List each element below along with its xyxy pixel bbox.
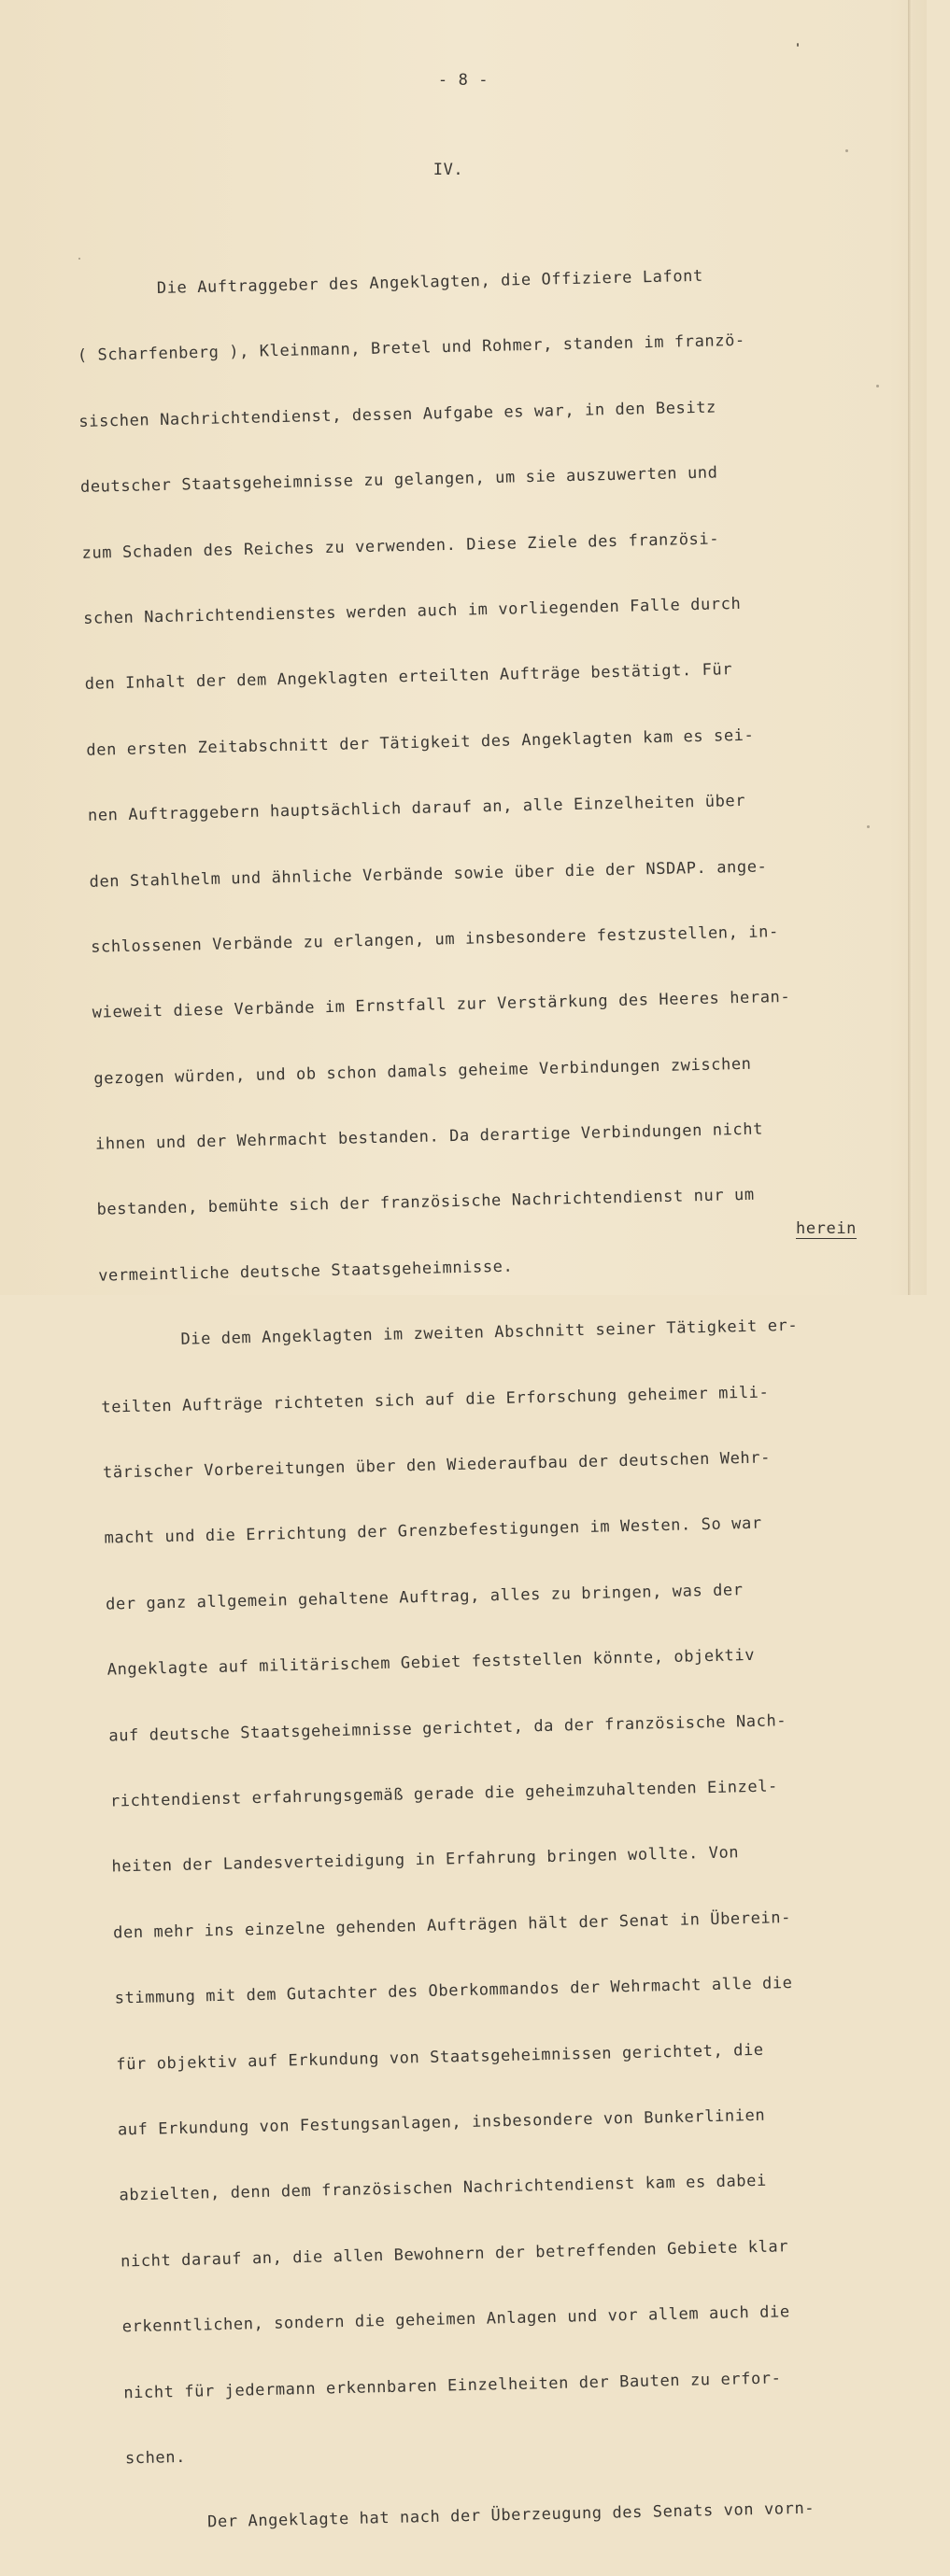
text-line: den Inhalt der dem Angeklagten erteilten Aufträge bestätigt. Für — [84, 660, 733, 695]
text-line: tärischer Vorbereitungen über den Wiederaufbau der deutschen Wehr- — [102, 1448, 772, 1483]
text-line: den mehr ins einzelne gehenden Aufträgen hält der Senat in Überein- — [112, 1907, 792, 1943]
text-line: vermeintliche deutsche Staatsgeheimnisse. — [97, 1257, 514, 1286]
text-line: nicht darauf an, die allen Bewohnern der betreffenden Gebiete klar — [120, 2236, 789, 2272]
text-line: Die Auftraggeber des Angeklagten, die Offiziere Lafont — [76, 266, 704, 300]
catchword: herein — [796, 1219, 858, 1238]
text-line: schen. — [124, 2447, 187, 2469]
text-line: nicht für jedermann erkennbaren Einzelheiten der Bauten zu erfor- — [123, 2368, 782, 2402]
text-line: zum Schaden des Reiches zu verwenden. Diese Ziele des französi- — [81, 528, 720, 563]
section-heading: IV. — [432, 161, 464, 179]
text-line: stimmung mit dem Gutachter des Oberkommandos der Wehrmacht alle die — [114, 1974, 793, 2008]
text-line: bestanden, bemühte sich der französische Nachrichtendienst nur um — [96, 1186, 755, 1220]
text-line: nen Auftraggebern hauptsächlich darauf an, alle Einzelheiten über — [87, 791, 746, 825]
ink-speck — [797, 43, 799, 47]
body-text — [75, 220, 950, 2576]
ink-speck — [845, 149, 848, 152]
text-line: macht und die Errichtung der Grenzbefestigungen im Westen. So war — [104, 1514, 762, 1549]
text-line: schlossenen Verbände zu erlangen, um insbesondere festzustellen, in- — [90, 922, 780, 957]
text-line: ihnen und der Wehrmacht bestanden. Da derartige Verbindungen nicht — [94, 1119, 764, 1154]
text-line: Die dem Angeklagten im zweiten Abschnitt seiner Tätigkeit er- — [99, 1316, 799, 1351]
text-line: teilten Aufträge richteten sich auf die Erforschung geheimer mili- — [101, 1383, 770, 1417]
text-line: Der Angeklagte hat nach der Überzeugung des Senats von vorn- — [126, 2499, 815, 2534]
text-line: schen Nachrichtendienstes werden auch im vorliegenden Falle durch — [83, 594, 742, 628]
text-line: auf Erkundung von Festungsanlagen, insbesondere von Bunkerlinien — [117, 2105, 766, 2140]
text-line: richtendienst erfahrungsgemäß gerade die geheimzuhaltenden Einzel- — [109, 1777, 779, 1811]
text-line: erkenntlichen, sondern die geheimen Anlagen und vor allem auch die — [121, 2302, 790, 2337]
text-line: heiten der Landesverteidigung in Erfahrung bringen wollte. Von — [111, 1843, 740, 1877]
text-line: gezogen würden, und ob schon damals geheime Verbindungen zwischen — [93, 1054, 752, 1089]
text-line: abzielten, denn dem französischen Nachrichtendienst kam es dabei — [119, 2172, 768, 2205]
text-line: für objektiv auf Erkundung von Staatsgeheimnissen gerichtet, die — [116, 2040, 764, 2075]
text-line: der ganz allgemein gehaltene Auftrag, alles zu bringen, was der — [105, 1580, 744, 1614]
text-line: den Stahlhelm und ähnliche Verbände sowie über die der NSDAP. ange- — [89, 856, 768, 892]
text-line: auf deutsche Staatsgeheimnisse gerichtet, da der französische Nach- — [108, 1710, 787, 1746]
text-line: wieweit diese Verbände im Ernstfall zur Verstärkung des Heeres heran- — [92, 988, 791, 1023]
text-line: sischen Nachrichtendienst, dessen Aufgabe es war, in den Besitz — [78, 398, 717, 431]
page-number: - 8 - — [437, 71, 489, 90]
text-line: Angeklagte auf militärischem Gebiet feststellen könnte, objektiv — [106, 1646, 756, 1680]
text-line: ( Scharfenberg ), Kleinmann, Bretel und Rohmer, standen im franzö- — [77, 331, 745, 366]
text-line: deutscher Staatsgeheimnisse zu gelangen, um sie auszuwerten und — [79, 463, 718, 498]
text-line: den ersten Zeitabschnitt der Tätigkeit des Angeklagten kam es sei- — [86, 725, 755, 760]
